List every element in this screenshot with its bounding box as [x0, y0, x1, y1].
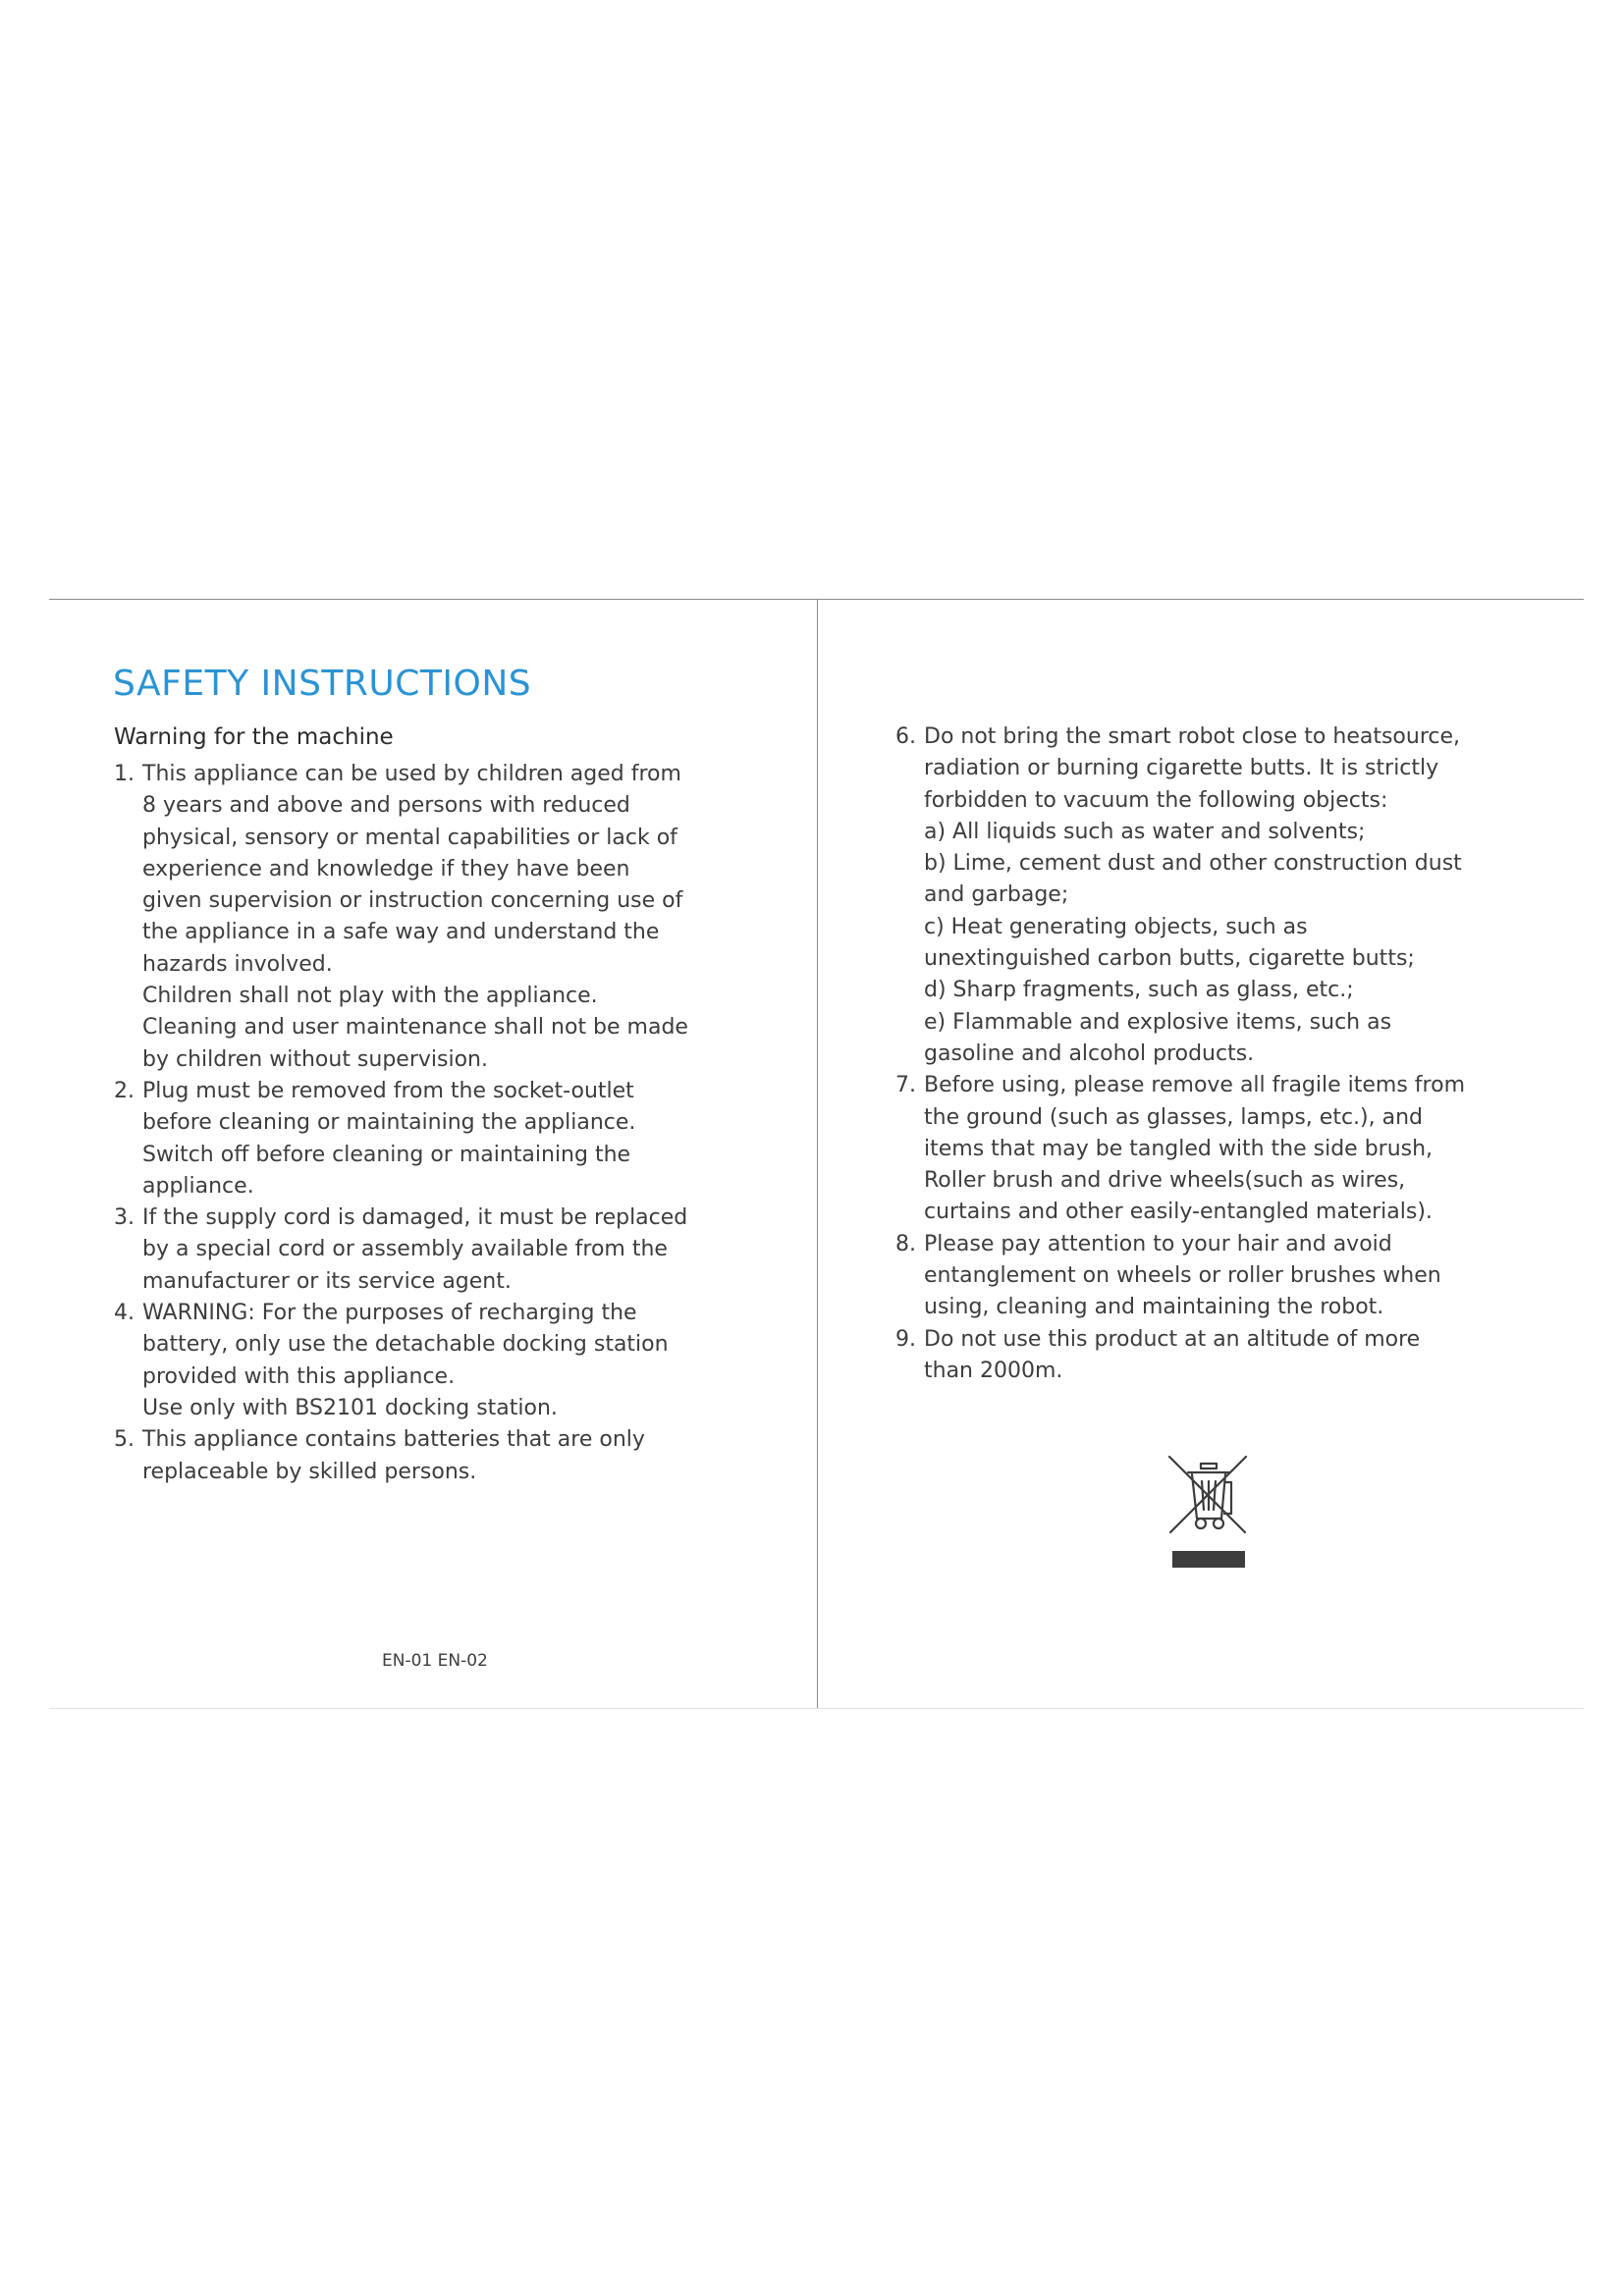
item-text-line: If the supply cord is damaged, it must be replaced: [142, 1205, 688, 1231]
item-text-line: 8 years and above and persons with reduced: [142, 793, 630, 819]
item-text-line: This appliance contains batteries that are only: [142, 1427, 645, 1453]
item-text-line: d) Sharp fragments, such as glass, etc.;: [924, 978, 1354, 1003]
item-text-line: curtains and other easily-entangled materials).: [924, 1200, 1433, 1225]
item-text-line: c) Heat generating objects, such as: [924, 914, 1308, 939]
item-number: 8.: [895, 1231, 916, 1256]
item-number: 2.: [114, 1078, 135, 1103]
item-text-line: e) Flammable and explosive items, such as: [924, 1009, 1392, 1035]
item-text-line: appliance.: [142, 1173, 254, 1199]
item-number: 6.: [895, 724, 916, 749]
page-number-footer: EN-01 EN-02: [382, 1651, 488, 1671]
item-number: 7.: [895, 1073, 916, 1098]
section-subtitle: Warning for the machine: [114, 724, 394, 750]
item-text-line: items that may be tangled with the side brush,: [924, 1136, 1434, 1161]
item-text-line: Children shall not play with the appliance.: [142, 984, 598, 1009]
instruction-item: [114, 1202, 742, 1298]
item-text-line: unextinguished carbon butts, cigarette butts;: [924, 946, 1415, 972]
item-text-line: provided with this appliance.: [142, 1363, 456, 1389]
crossed-out-wheelie-bin-icon: [1166, 1453, 1251, 1569]
item-text-line: a) All liquids such as water and solvents;: [924, 819, 1366, 844]
item-text-line: the ground (such as glasses, lamps, etc.), and: [924, 1104, 1423, 1130]
instruction-item: [895, 1070, 1524, 1228]
item-text-line: battery, only use the detachable docking station: [142, 1332, 669, 1358]
item-text-line: Cleaning and user maintenance shall not be made: [142, 1015, 688, 1041]
instruction-item: [114, 1424, 742, 1488]
item-text-line: hazards involved.: [142, 951, 333, 977]
item-number: 1.: [114, 762, 135, 786]
item-text-line: Do not bring the smart robot close to heatsource,: [924, 724, 1461, 749]
instruction-item: [114, 1298, 742, 1424]
item-text-line: given supervision or instruction concerning use of: [142, 888, 683, 914]
item-text-line: the appliance in a safe way and understand the: [142, 920, 660, 945]
item-text-line: than 2000m.: [924, 1358, 1063, 1383]
item-text-line: replaceable by skilled persons.: [142, 1459, 477, 1484]
item-text-line: Please pay attention to your hair and avoid: [924, 1231, 1392, 1256]
item-text-line: experience and knowledge if they have been: [142, 856, 630, 881]
item-text-line: Plug must be removed from the socket-outlet: [142, 1078, 634, 1103]
item-text-line: gasoline and alcohol products.: [924, 1041, 1255, 1066]
item-text-line: This appliance can be used by children aged from: [142, 762, 681, 786]
instruction-item: [114, 1076, 742, 1202]
bottom-rule: [49, 1708, 1584, 1709]
left-instruction-list: [114, 759, 742, 1488]
instruction-item: [895, 1229, 1524, 1324]
item-text-line: using, cleaning and maintaining the robot.: [924, 1295, 1384, 1320]
item-text-line: WARNING: For the purposes of recharging the: [142, 1301, 637, 1326]
item-text-line: by a special cord or assembly available from the: [142, 1237, 668, 1262]
item-text-line: forbidden to vacuum the following objects:: [924, 787, 1388, 813]
item-text-line: manufacturer or its service agent.: [142, 1268, 512, 1294]
item-text-line: b) Lime, cement dust and other construction dust: [924, 851, 1462, 877]
item-text-line: entanglement on wheels or roller brushes when: [924, 1263, 1441, 1289]
item-text-line: Use only with BS2101 docking station.: [142, 1395, 558, 1420]
item-number: 4.: [114, 1301, 135, 1326]
item-text-line: before cleaning or maintaining the appliance.: [142, 1110, 636, 1136]
item-number: 5.: [114, 1427, 135, 1453]
instruction-item: [895, 721, 1524, 1070]
item-number: 3.: [114, 1205, 135, 1231]
right-instruction-list: [895, 721, 1524, 1387]
item-text-line: Do not use this product at an altitude of more: [924, 1326, 1421, 1352]
item-number: 9.: [895, 1326, 916, 1352]
item-text-line: and garbage;: [924, 882, 1069, 908]
page-title: SAFETY INSTRUCTIONS: [113, 664, 532, 704]
item-text-line: Roller brush and drive wheels(such as wires,: [924, 1168, 1406, 1194]
instruction-item: [895, 1324, 1524, 1388]
item-text-line: Before using, please remove all fragile items from: [924, 1073, 1465, 1098]
item-text-line: Switch off before cleaning or maintaining the: [142, 1142, 631, 1167]
page-divider: [817, 600, 818, 1709]
item-text-line: physical, sensory or mental capabilities or lack of: [142, 825, 677, 850]
instruction-item: [114, 759, 742, 1076]
item-text-line: radiation or burning cigarette butts. It is strictly: [924, 756, 1439, 781]
item-text-line: by children without supervision.: [142, 1046, 488, 1072]
